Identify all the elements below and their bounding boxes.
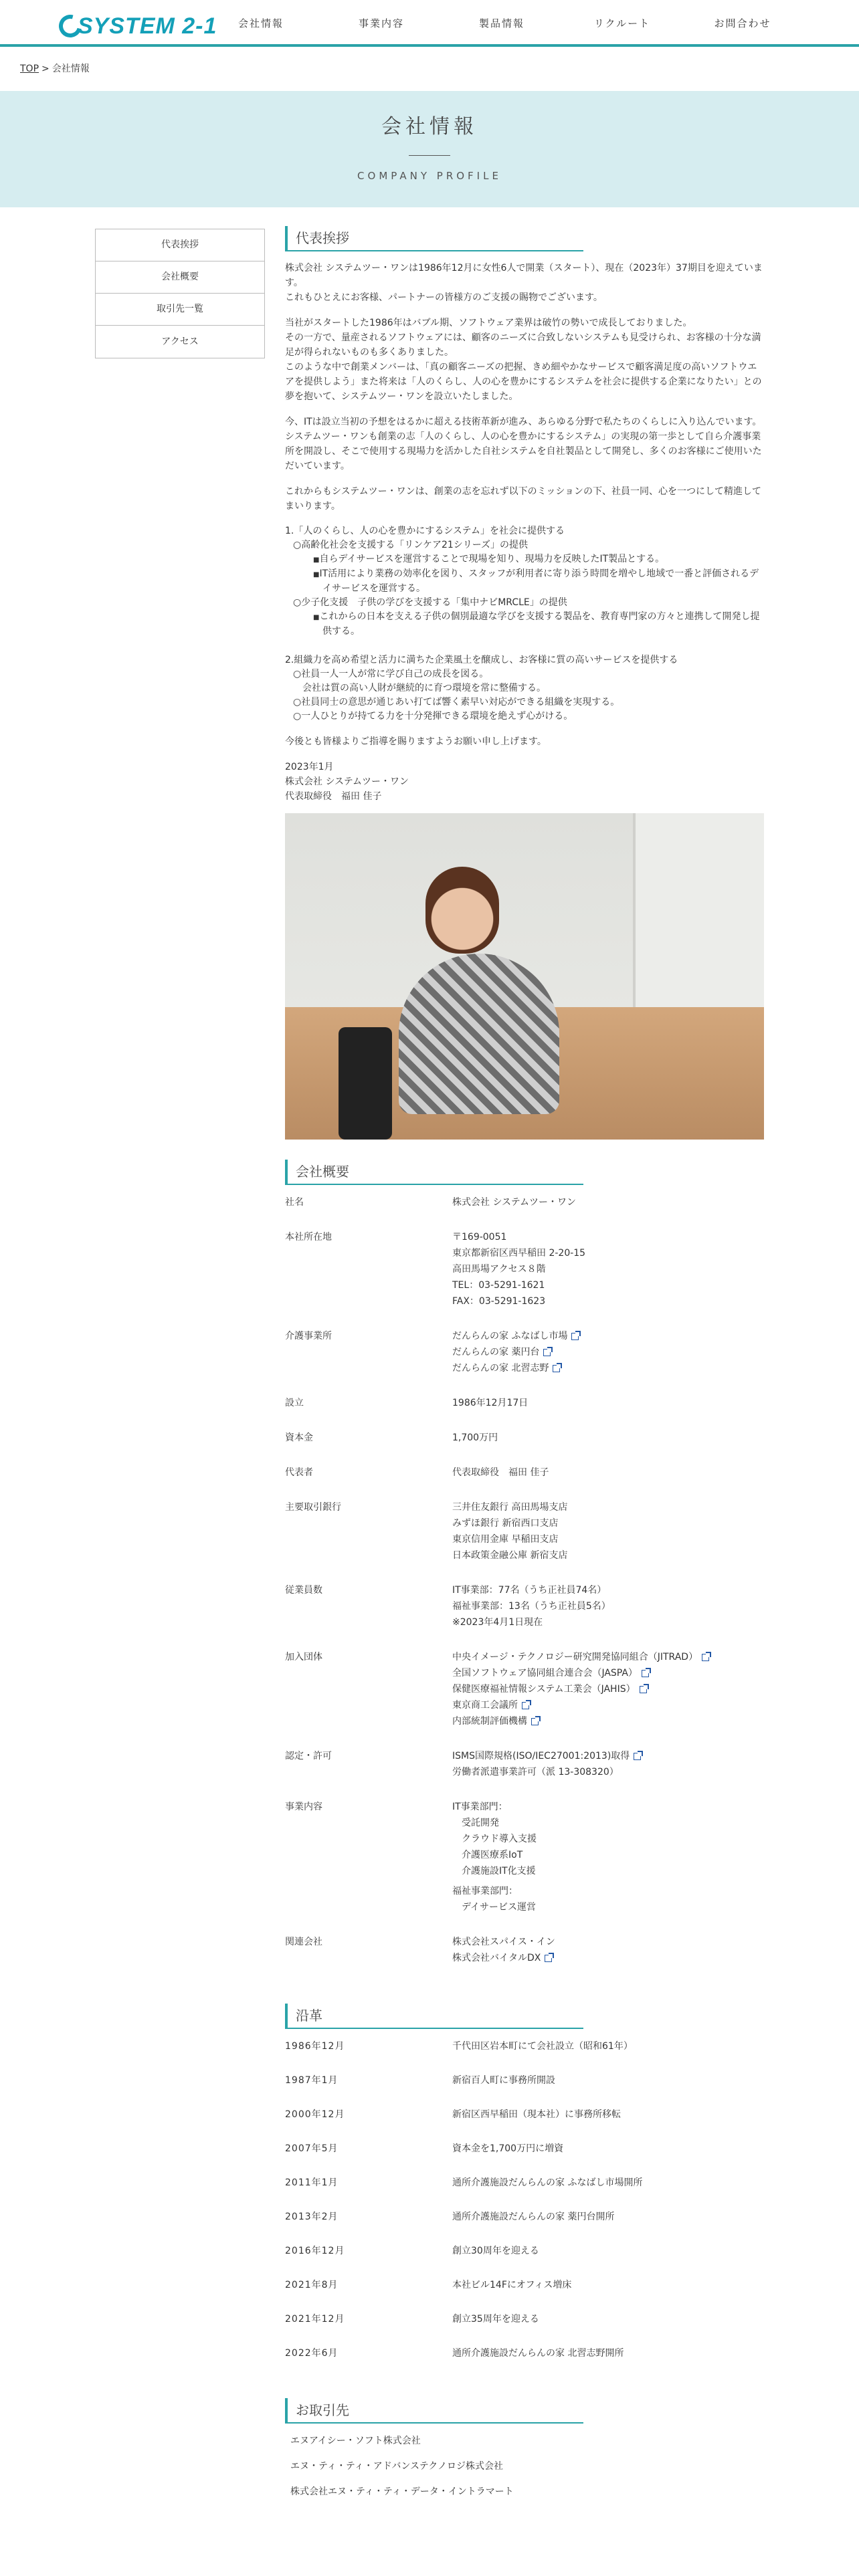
external-link-icon[interactable]: [545, 1955, 552, 1962]
overview-value: 東京信用金庫 早稲田支店: [452, 1534, 559, 1545]
overview-row: [285, 1748, 765, 1780]
history-date: 2016年12月: [285, 2246, 345, 2256]
partners-list: [285, 2433, 765, 2500]
overview-value: TEL：03-5291-1621: [452, 1280, 545, 1291]
external-link-icon[interactable]: [634, 1753, 641, 1760]
overview-value: IT事業部：77名（うち正社員74名）: [452, 1585, 607, 1596]
overview-term: 認定・許可: [285, 1751, 332, 1761]
breadcrumb-current: 会社情報: [52, 63, 90, 74]
history-row: [285, 2038, 765, 2072]
history-row: [285, 2243, 765, 2277]
overview-value: 1,700万円: [452, 1432, 498, 1443]
mission-detail: ■ これからの日本を支える子供の個別最適な学びを支援する製品を、教育専門家の方々と連携して開発し提供する。: [313, 610, 765, 639]
overview-link[interactable]: 全国ソフトウェア協同組合連合会（JASPA）: [452, 1668, 638, 1679]
overview-value: 株式会社 システムツー・ワン: [452, 1197, 577, 1208]
overview-term: 設立: [285, 1398, 304, 1408]
history-date: 2021年12月: [285, 2314, 345, 2325]
overview-value: みずほ銀行 新宿西口支店: [452, 1518, 559, 1529]
external-link-icon[interactable]: [702, 1654, 709, 1661]
mission-subitem: ○ 少子化支援 子供の学びを支援する「集中ナビMRCLE」の提供 ■ これからの日本を支える子供の個別最適な学びを支援する製品を、教育専門家の方々と連携して開発し提供する。: [293, 596, 765, 639]
greeting-date: 2023年1月: [285, 762, 334, 772]
external-link-icon[interactable]: [553, 1365, 560, 1372]
nav-recruit[interactable]: リクルート: [593, 17, 651, 29]
overview-value: 代表取締役 福田 佳子: [452, 1467, 549, 1478]
overview-link[interactable]: 中央イメージ・テクノロジー研究開発協同組合（JITRAD）: [452, 1652, 698, 1662]
overview-term: 関連会社: [285, 1937, 322, 1947]
page-hero: [0, 91, 859, 207]
history-event: 千代田区岩本町にて会社設立（昭和61年）: [452, 2041, 633, 2052]
greeting-paragraph: 今、ITは設立当初の予想をはるかに超える技術革新が進み、あらゆる分野で私たちのくらしに入り込んでいます。: [285, 417, 762, 427]
nav-company[interactable]: 会社情報: [237, 17, 284, 29]
overview-link[interactable]: だんらんの家 薬円台: [452, 1347, 540, 1358]
side-menu-greeting[interactable]: 代表挨拶: [96, 229, 264, 261]
site-logo[interactable]: [59, 8, 217, 44]
mission-list: [285, 524, 765, 724]
history-date: 1987年1月: [285, 2075, 339, 2086]
partner-item: 株式会社エヌ・ティ・ティ・データ・イントラマート: [290, 2486, 514, 2497]
overview-row: [285, 1395, 765, 1411]
overview-value: 〒169-0051: [452, 1232, 507, 1243]
side-menu: [95, 229, 265, 358]
external-link-icon[interactable]: [640, 1686, 647, 1693]
overview-row: [285, 1582, 765, 1630]
history-date: 2000年12月: [285, 2109, 345, 2120]
overview-link[interactable]: ISMS国際規格(ISO/IEC27001:2013)取得: [452, 1751, 630, 1761]
site-header: [0, 0, 859, 47]
overview-row-business: 事業内容 IT事業部門： 受託開発 クラウド導入支援 介護医療系IoT 介護施設IT化支援 福祉事業部門： デイサービス運営: [285, 1799, 765, 1915]
side-menu-partners[interactable]: 取引先一覧: [96, 294, 264, 326]
overview-row: [285, 1649, 765, 1729]
nav-business[interactable]: 事業内容: [358, 17, 404, 29]
global-nav: [201, 0, 803, 47]
overview-value: 東京都新宿区西早稲田 2-20-15: [452, 1248, 586, 1259]
greeting-section: [285, 261, 765, 1140]
mission-item: 1.「人のくらし、人の心を豊かにするシステム」を社会に提供する ○ 高齢化社会を支援する「リンケア21シリーズ」の提供 ■ 自らデイサービスを運営することで現場を知り、現場力を反映したIT製品とする。 ■ IT活用により業務の効率化を図り、スタッフが利用者に寄り添う時間を増やし地域で一番と評価されるデイサービスを運営する。 ○ 少子化支援 子供の学びを支援する「集中ナビMRCLE」の提供 ■ これからの日本を支える子供の個別最適な学びを支援する製品を、教育専門家の方々と連携して開発し提供する。: [285, 524, 765, 639]
title-divider: [409, 155, 450, 156]
external-link-icon[interactable]: [522, 1702, 529, 1709]
overview-value: 高田馬場アクセス８階: [452, 1264, 546, 1275]
overview-link[interactable]: 保健医療福祉情報システム工業会（JAHIS）: [452, 1684, 636, 1695]
overview-table: [285, 1194, 765, 1780]
history-row: [285, 2345, 765, 2379]
overview-term: 資本金: [285, 1432, 313, 1443]
nav-contact[interactable]: お問合わせ: [714, 17, 771, 29]
greeting-paragraph: その一方で、量産されるソフトウェアには、顧客のニーズに合致しないシステムも見受けられ、お客様の十分な満足が得られないものも多くありました。: [285, 332, 761, 358]
history-row: [285, 2072, 765, 2107]
greeting-paragraph: システムツー・ワンも創業の志「人のくらし、人の心を豊かにするシステム」の実現の第一歩として自ら介護事業所を開設し、そこで使用する現場力を活かした自社システムを自社製品として開発し、多くのお客様にご使用いただいています。: [285, 431, 762, 471]
side-menu-overview[interactable]: 会社概要: [96, 261, 264, 294]
external-link-icon[interactable]: [531, 1718, 539, 1725]
overview-term: 介護事業所: [285, 1331, 332, 1341]
history-row: [285, 2277, 765, 2311]
page-title: 会社情報: [381, 115, 478, 138]
external-link-icon[interactable]: [543, 1349, 551, 1356]
related-company: 株式会社スパイス・イン: [452, 1937, 555, 1947]
overview-term: 加入団体: [285, 1652, 322, 1662]
ceo-photo: [285, 813, 764, 1140]
mission-subitem: ○ 社員一人一人が常に学び自己の成長を図る。 会社は質の高い人財が継続的に育つ環境を常に整備する。: [293, 667, 765, 695]
overview-link[interactable]: 東京商工会議所: [452, 1700, 518, 1711]
breadcrumb-top-link[interactable]: TOP: [20, 63, 39, 74]
overview-value: ※2023年4月1日現在: [452, 1617, 543, 1628]
partner-item: エヌアイシー・ソフト株式会社: [290, 2436, 421, 2446]
related-company-link[interactable]: 株式会社バイタルDX: [452, 1953, 541, 1963]
mission-item: 2.組織力を高め希望と活力に満ちた企業風土を醸成し、お客様に質の高いサービスを提供する ○ 社員一人一人が常に学び自己の成長を図る。 会社は質の高い人財が継続的に育つ環境を常に整備する。 ○ 社員同士の意思が通じあい打てば響く素早い対応ができる組織を実現する。 ○ 一人ひとりが持てる力を十分発揮できる環境を絶えず心がける。: [285, 653, 765, 724]
mission-detail: ■ IT活用により業務の効率化を図り、スタッフが利用者に寄り添う時間を増やし地域で一番と評価されるデイサービスを運営する。: [313, 567, 765, 596]
history-event: 新宿区西早稲田（現本社）に事務所移転: [452, 2109, 621, 2120]
overview-value: 三井住友銀行 高田馬場支店: [452, 1502, 568, 1513]
overview-term: 主要取引銀行: [285, 1502, 341, 1513]
overview-row: [285, 1229, 765, 1309]
breadcrumb: [0, 47, 859, 91]
history-date: 1986年12月: [285, 2041, 345, 2052]
greeting-paragraph: 株式会社 システムツー・ワンは1986年12月に女性6人で開業（スタート）、現在（2023年）37期目を迎えています。: [285, 263, 763, 288]
history-row: [285, 2141, 765, 2175]
history-event: 本社ビル14Fにオフィス増床: [452, 2280, 572, 2290]
greeting-signer: 代表取締役 福田 佳子: [285, 791, 382, 802]
partners-heading: お取引先: [285, 2398, 583, 2424]
greeting-paragraph: 当社がスタートした1986年はバブル期、ソフトウェア業界は破竹の勢いで成長しておりました。: [285, 318, 692, 328]
overview-value: 日本政策金融公庫 新宿支店: [452, 1550, 568, 1561]
overview-term: 事業内容: [285, 1802, 322, 1812]
history-row: [285, 2107, 765, 2141]
history-date: 2021年8月: [285, 2280, 339, 2290]
overview-link[interactable]: だんらんの家 ふなばし市場: [452, 1331, 568, 1341]
mission-subitem: ○ 社員同士の意思が通じあい打てば響く素早い対応ができる組織を実現する。: [293, 695, 765, 710]
history-event: 資本金を1,700万円に増資: [452, 2143, 564, 2154]
history-row: [285, 2175, 765, 2209]
external-link-icon[interactable]: [642, 1670, 649, 1677]
overview-term: 本社所在地: [285, 1232, 332, 1243]
greeting-paragraph: これもひとえにお客様、パートナーの皆様方のご支援の賜物でございます。: [285, 292, 603, 303]
partner-item: エヌ・ティ・ティ・アドバンステクノロジ株式会社: [290, 2461, 503, 2472]
overview-term: 社名: [285, 1197, 304, 1208]
history-event: 創立30周年を迎える: [452, 2246, 539, 2256]
mission-detail: ■ 自らデイサービスを運営することで現場を知り、現場力を反映したIT製品とする。: [313, 552, 765, 567]
overview-value: 労働者派遣事業許可（派 13-308320）: [452, 1767, 619, 1778]
external-link-icon[interactable]: [571, 1333, 579, 1340]
page-subtitle: COMPANY PROFILE: [357, 170, 502, 182]
greeting-paragraph: このような中で創業メンバーは、「真の顧客ニーズの把握、きめ細やかなサービスで顧客満足度の高いソフトウエアを提供しよう」また将来は「人のくらし、人の心を豊かにするシステムを社会に提供する企業になりたい」との夢を抱いて、システムツー・ワンを設立いたしました。: [285, 362, 762, 402]
greeting-paragraph: これからもシステムツー・ワンは、創業の志を忘れず以下のミッションの下、社員一同、心を一つにして精進してまいります。: [285, 486, 762, 512]
main-content: [285, 226, 765, 2509]
history-date: 2013年2月: [285, 2212, 339, 2222]
greeting-heading: 代表挨拶: [285, 226, 583, 251]
breadcrumb-separator: >: [41, 63, 50, 74]
overview-row: [285, 1499, 765, 1564]
history-date: 2022年6月: [285, 2348, 339, 2359]
overview-row: [285, 1328, 765, 1376]
overview-row: [285, 1465, 765, 1481]
history-row: [285, 2311, 765, 2345]
overview-link[interactable]: だんらんの家 北習志野: [452, 1363, 549, 1374]
history-heading: 沿革: [285, 2004, 583, 2029]
side-menu-access[interactable]: アクセス: [161, 336, 199, 347]
overview-row-related: [285, 1934, 765, 1966]
overview-term: 代表者: [285, 1467, 313, 1478]
overview-row: [285, 1194, 765, 1210]
history-event: 新宿百人町に事務所開設: [452, 2075, 555, 2086]
history-event: 通所介護施設だんらんの家 ふなばし市場開所: [452, 2177, 643, 2188]
history-date: 2011年1月: [285, 2177, 339, 2188]
history-table: [285, 2038, 765, 2379]
overview-term: 従業員数: [285, 1585, 322, 1596]
overview-heading: 会社概要: [285, 1160, 583, 1185]
mission-subitem: ○ 高齢化社会を支援する「リンケア21シリーズ」の提供 ■ 自らデイサービスを運営することで現場を知り、現場力を反映したIT製品とする。 ■ IT活用により業務の効率化を図り、スタッフが利用者に寄り添う時間を増やし地域で一番と評価されるデイサービスを運営する。: [293, 538, 765, 596]
overview-value: 1986年12月17日: [452, 1398, 529, 1408]
history-row: [285, 2209, 765, 2243]
history-event: 通所介護施設だんらんの家 薬円台開所: [452, 2212, 615, 2222]
overview-value: FAX：03-5291-1623: [452, 1296, 546, 1307]
history-event: 通所介護施設だんらんの家 北習志野開所: [452, 2348, 624, 2359]
overview-link[interactable]: 内部統制評価機構: [452, 1716, 527, 1727]
history-date: 2007年5月: [285, 2143, 339, 2154]
overview-value: 福祉事業部：13名（うち正社員5名）: [452, 1601, 611, 1612]
overview-row: [285, 1430, 765, 1446]
nav-products[interactable]: 製品情報: [478, 17, 524, 29]
greeting-company: 株式会社 システムツー・ワン: [285, 776, 409, 787]
logo-text: SYSTEM 2-1: [78, 13, 217, 39]
mission-subitem: ○ 一人ひとりが持てる力を十分発揮できる環境を絶えず心がける。: [293, 710, 765, 724]
greeting-closing: 今後とも皆様よりご指導を賜りますようお願い申し上げます。: [285, 736, 547, 747]
history-event: 創立35周年を迎える: [452, 2314, 539, 2325]
